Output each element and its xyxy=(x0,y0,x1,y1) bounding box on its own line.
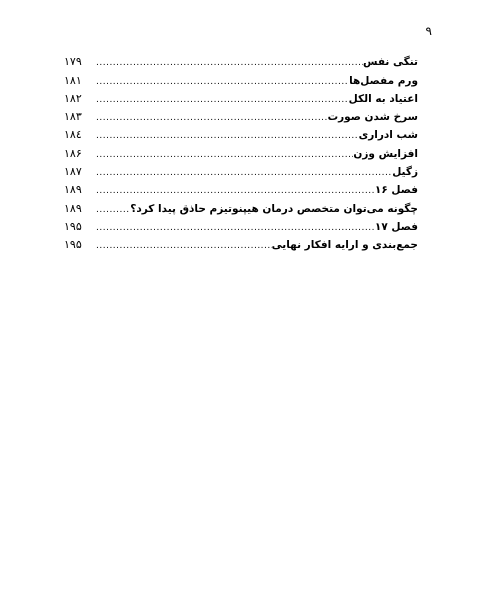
toc-entry-title: شب ادراری xyxy=(358,129,418,142)
toc-entry-page: ۱۸۱ xyxy=(64,73,82,87)
toc-leader-dots xyxy=(94,150,353,160)
toc-leader-dots xyxy=(94,131,359,141)
toc-entry xyxy=(64,105,418,123)
toc-entry-page: ۱۹۵ xyxy=(64,219,82,233)
toc-leader-dots xyxy=(94,168,392,178)
toc-entry-page: ۱۸۳ xyxy=(64,110,82,124)
page-number: ۹ xyxy=(425,24,432,38)
toc-entry-page: ۱۸۹ xyxy=(64,183,82,197)
toc-entry-page: ۱۹۵ xyxy=(64,238,82,252)
toc-entry xyxy=(64,160,418,178)
toc-entry-title: سرخ شدن صورت xyxy=(327,111,418,124)
toc-entry xyxy=(64,87,418,105)
toc-entry-title: فصل ۱۷ xyxy=(374,220,418,233)
toc-entry xyxy=(64,233,418,251)
toc-entry-title: اعتیاد به الکل xyxy=(348,92,418,105)
toc-leader-dots xyxy=(94,77,349,87)
toc-entry-title: ورم مفصل‌ها xyxy=(349,74,418,87)
toc-entry xyxy=(64,68,418,86)
toc-entry-title: زگیل xyxy=(392,166,418,179)
toc-leader-dots xyxy=(94,58,363,68)
toc-entry-page: ۱۸۷ xyxy=(64,165,82,179)
toc-leader-dots xyxy=(94,241,272,251)
toc-entry xyxy=(64,196,418,214)
toc-entry xyxy=(64,178,418,196)
toc-leader-dots xyxy=(94,95,349,105)
table-of-contents xyxy=(64,50,418,251)
toc-entry-page: ۱۸۶ xyxy=(64,146,82,160)
toc-entry-page: ۱۸۲ xyxy=(64,91,82,105)
toc-entry-title: تنگی نفس xyxy=(363,56,418,69)
toc-entry xyxy=(64,50,418,68)
toc-leader-dots xyxy=(94,223,375,233)
toc-entry xyxy=(64,123,418,141)
toc-entry-page: ۱۷۹ xyxy=(64,55,82,69)
toc-entry-page: ۱۸۹ xyxy=(64,201,82,215)
toc-entry-title: چگونه می‌توان متخصص درمان هیپنوتیزم حاذق پیدا کرد؟ xyxy=(130,202,418,215)
toc-entry xyxy=(64,141,418,159)
toc-entry-title: افزایش وزن xyxy=(353,147,418,160)
toc-entry-page: ۱۸٤ xyxy=(64,128,82,142)
toc-entry-title: فصل ۱۶ xyxy=(374,184,418,197)
toc-leader-dots xyxy=(94,186,375,196)
toc-entry-title: جمع‌بندی و ارایه افکار نهایی xyxy=(271,239,418,252)
toc-leader-dots xyxy=(94,113,328,123)
toc-entry xyxy=(64,215,418,233)
toc-leader-dots xyxy=(94,205,130,215)
